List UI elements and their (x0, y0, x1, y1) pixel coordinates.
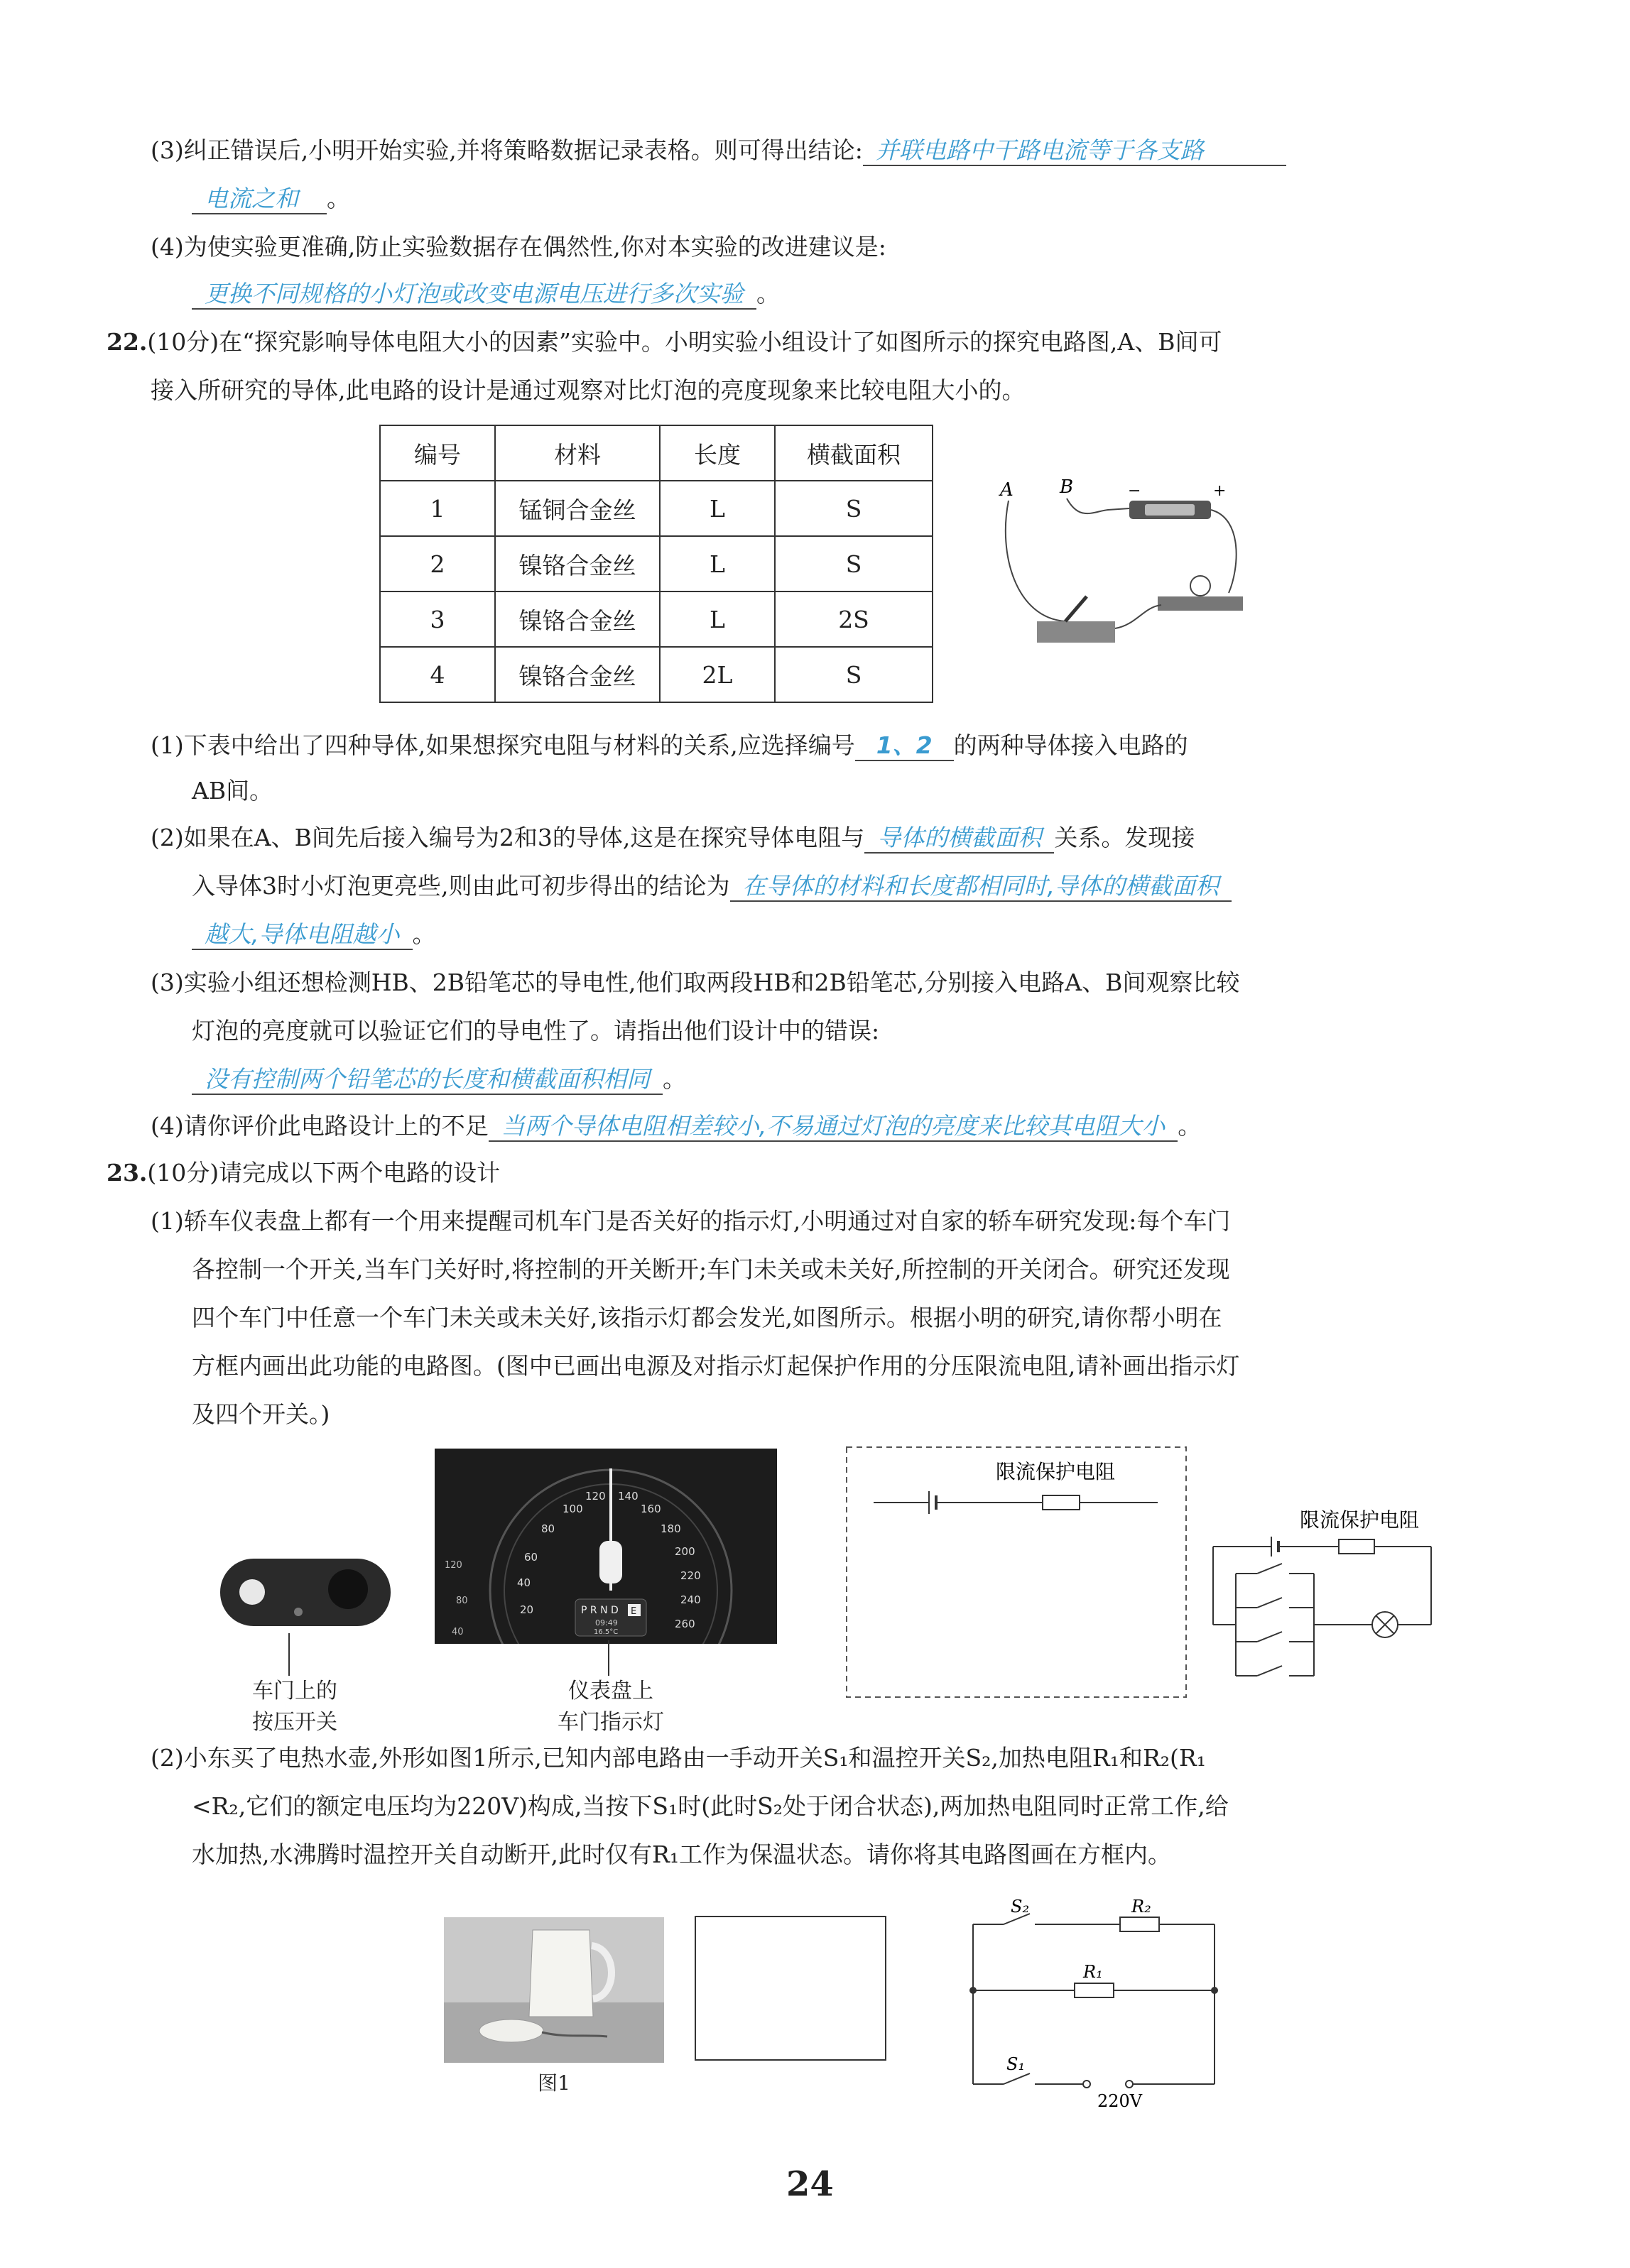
kettle-answer-circuit (955, 1899, 1232, 2112)
q21-part3-answer-a: 并联电路中干路电流等于各支路 (863, 136, 1286, 166)
speed-label: 60 (524, 1551, 538, 1564)
circuit-design-box (845, 1446, 1190, 1701)
q22-part1-line1: (1)下表中给出了四种导体,如果想探究电阻与材料的关系,应选择编号 1、2 的两种导体接入电路的 (151, 730, 1188, 761)
header-cell: 材料 (495, 425, 660, 481)
switch-caption: 车门上的 按压开关 (252, 1679, 337, 1735)
q21-part4-line2: 更换不同规格的小灯泡或改变电源电压进行多次实验 。 (192, 278, 780, 310)
q22-part3-line3: 没有控制两个铅笔芯的长度和横截面积相同 。 (192, 1064, 686, 1095)
left-gauge-label: 40 (452, 1627, 464, 1637)
speed-label: 40 (517, 1576, 531, 1589)
table-cell: 2 (380, 536, 495, 591)
speed-label: 180 (661, 1522, 681, 1535)
wire (1115, 605, 1161, 628)
q22-intro-line2: 接入所研究的导体,此电路的设计是通过观察对比灯泡的亮度现象来比较电阻大小的。 (151, 376, 1026, 404)
q22-part3-line2: 灯泡的亮度就可以验证它们的导电性了。请指出他们设计中的错误: (192, 1017, 880, 1045)
q21-part3-line1: (3)纠正错误后,小明开始实验,并将策略数据记录表格。则可得出结论: 并联电路中干路电流等于各支路 (151, 135, 1286, 166)
temperature-readout: 16.5°C (594, 1628, 619, 1636)
terminal-dot (1126, 2081, 1133, 2088)
kettle-body (529, 1930, 593, 2017)
switch-pointer-line (288, 1633, 290, 1676)
gear-indicator: P R N D (581, 1605, 619, 1616)
speed-label: 20 (520, 1603, 534, 1616)
wire (1067, 498, 1129, 513)
switch-blade (1257, 1598, 1282, 1608)
s1-label: S₁ (1006, 2054, 1026, 2074)
q23-part1-line1: (1)轿车仪表盘上都有一个用来提醒司机车门是否关好的指示灯,小明通过对自家的轿车研究发现:每个车门 (151, 1207, 1231, 1235)
car-door-indicator-icon (599, 1541, 622, 1583)
switch-knob (328, 1569, 368, 1609)
figure1-caption: 图1 (538, 2071, 570, 2095)
speed-label: 260 (675, 1618, 695, 1630)
switch-s1-blade (1004, 2073, 1030, 2084)
electric-kettle-photo (444, 1917, 664, 2063)
gear-mode-label: E (631, 1606, 637, 1617)
bulb-base (1158, 596, 1243, 611)
table-cell: 镍铬合金丝 (495, 536, 660, 591)
table-cell: 1 (380, 481, 495, 536)
kettle-circuit-answer-box (695, 1916, 886, 2061)
page-number: 24 (786, 2164, 834, 2204)
header-cell: 编号 (380, 425, 495, 481)
resistor-r2-icon (1120, 1917, 1159, 1931)
q21-part4-line1: (4)为使实验更准确,防止实验数据存在偶然性,你对本实验的改进建议是: (151, 233, 886, 261)
resistor-icon (1043, 1495, 1080, 1510)
q22-part4-answer: 当两个导体电阻相差较小,不易通过灯泡的亮度来比较其电阻大小 (489, 1112, 1178, 1142)
table-row (380, 536, 933, 591)
q23-intro: 23.(10分)请完成以下两个电路的设计 (107, 1159, 501, 1187)
table-cell: 镍铬合金丝 (495, 647, 660, 702)
speed-label: 80 (541, 1522, 555, 1535)
dashboard-pointer-line (607, 1640, 610, 1676)
table-cell: S (775, 647, 933, 702)
table-row (380, 647, 933, 702)
speed-label: 220 (680, 1569, 701, 1582)
speed-label: 200 (675, 1545, 695, 1558)
switch-base (1037, 621, 1115, 643)
table-cell: 3 (380, 591, 495, 647)
bulb-icon (1190, 576, 1210, 596)
door-push-switch-photo (217, 1548, 394, 1640)
battery-cell (1145, 504, 1195, 516)
table-header-row (380, 425, 933, 481)
conductor-table (379, 425, 933, 703)
q22-part2-line1: (2)如果在A、B间先后接入编号为2和3的导体,这是在探究导体电阻与 导体的横截面积 关系。发现接 (151, 822, 1195, 854)
left-gauge-label: 120 (445, 1560, 462, 1571)
q22-intro-line1: 22.(10分)在“探究影响导体电阻大小的因素”实验中。小明实验小组设计了如图所示的探究电路图,A、B间可 (107, 328, 1222, 356)
r2-label: R₂ (1131, 1899, 1151, 1917)
q22-part2-answer2b: 越大,导体电阻越小 (192, 920, 413, 950)
q22-part1-answer: 1、2 (855, 731, 954, 761)
door-indicator-answer-circuit (1207, 1503, 1442, 1694)
wire (1006, 501, 1065, 621)
q23-part1-line5: 及四个开关。) (192, 1400, 330, 1428)
table-cell: 锰铜合金丝 (495, 481, 660, 536)
table-cell: 2L (660, 647, 775, 702)
q23-part2-line3: 水加热,水沸腾时温控开关自动断开,此时仅有R₁工作为保温状态。请你将其电路图画在方框内。 (192, 1841, 1172, 1868)
s2-label: S₂ (1011, 1899, 1030, 1917)
q23-part2-line1: (2)小东买了电热水壶,外形如图1所示,已知内部电路由一手动开关S₁和温控开关S₂,加热电阻R₁和R₂(R₁ (151, 1744, 1206, 1772)
answer-resistor-label: 限流保护电阻 (1300, 1508, 1420, 1532)
speed-label: 160 (641, 1503, 661, 1515)
table-cell: L (660, 591, 775, 647)
resistor-icon (1339, 1539, 1374, 1554)
q22-part2-answer2a: 在导体的材料和长度都相同时,导体的横截面积 (730, 872, 1232, 902)
q23-part1-line2: 各控制一个开关,当车门关好时,将控制的开关断开;车门未关或未关好,所控制的开关闭合。研究还发现 (192, 1255, 1230, 1283)
dashboard-caption: 仪表盘上 车门指示灯 (558, 1679, 664, 1735)
table-row (380, 591, 933, 647)
resistance-experiment-figure (987, 469, 1264, 660)
switch-blade (1257, 1666, 1282, 1676)
q21-part3-answer-b: 电流之和 (192, 185, 327, 214)
r1-label: R₁ (1083, 1962, 1103, 1982)
terminal-dot (1083, 2081, 1090, 2088)
speed-label: 240 (680, 1593, 701, 1606)
table-cell: 4 (380, 647, 495, 702)
header-cell: 长度 (660, 425, 775, 481)
door-switches (1236, 1564, 1314, 1676)
left-gauge-label: 80 (456, 1596, 468, 1606)
q22-part2-line2: 入导体3时小灯泡更亮些,则由此可初步得出的结论为 在导体的材料和长度都相同时,导体的横截面积 (192, 871, 1232, 902)
q22-part1-line2: AB间。 (192, 777, 273, 805)
voltage-label: 220V (1097, 2091, 1143, 2111)
clock-readout: 09:49 (595, 1618, 618, 1628)
wire (1211, 510, 1237, 593)
q22-part2-answer1: 导体的横截面积 (864, 824, 1054, 854)
q21-part4-answer: 更换不同规格的小灯泡或改变电源电压进行多次实验 (192, 280, 756, 310)
switch-button (239, 1579, 265, 1605)
terminal-a-label: A (1000, 479, 1014, 501)
dashed-box (847, 1447, 1186, 1697)
speed-label: 100 (563, 1503, 583, 1515)
table-cell: L (660, 536, 775, 591)
terminal-b-label: B (1060, 476, 1074, 498)
table-cell: S (775, 536, 933, 591)
resistor-r1-icon (1075, 1983, 1114, 1997)
table-row (380, 481, 933, 536)
table-cell: 2S (775, 591, 933, 647)
resistor-label: 限流保护电阻 (996, 1460, 1116, 1483)
switch-blade (1257, 1632, 1282, 1642)
q23-part1-line3: 四个车门中任意一个车门未关或未关好,该指示灯都会发光,如图所示。根据小明的研究,请你帮小明在 (192, 1304, 1222, 1331)
q23-part2-line2: <R₂,它们的额定电压均为220V)构成,当按下S₁时(此时S₂处于闭合状态),两加热电阻同时正常工作,给 (192, 1792, 1229, 1820)
q22-part3-line1: (3)实验小组还想检测HB、2B铅笔芯的导电性,他们取两段HB和2B铅笔芯,分别接入电路A、B间观察比较 (151, 969, 1240, 996)
switch-blade (1257, 1564, 1282, 1574)
table-cell: S (775, 481, 933, 536)
q21-part3-line2: 电流之和 。 (192, 183, 350, 214)
q22-part4-line1: (4)请你评价此电路设计上的不足 当两个导体电阻相差较小,不易通过灯泡的亮度来比较其电阻大小 。 (151, 1111, 1201, 1142)
table-cell: 镍铬合金丝 (495, 591, 660, 647)
speed-label: 120 (585, 1490, 606, 1503)
battery-minus-label: − (1128, 482, 1141, 500)
switch-lever (1065, 596, 1087, 621)
header-cell: 横截面积 (775, 425, 933, 481)
battery-plus-label: + (1213, 482, 1227, 500)
q23-part1-line4: 方框内画出此功能的电路图。(图中已画出电源及对指示灯起保护作用的分压限流电阻,请补画出指示灯 (192, 1352, 1240, 1380)
screw-icon (294, 1608, 303, 1616)
q22-part2-line3: 越大,导体电阻越小 。 (192, 919, 436, 950)
speed-label: 140 (618, 1490, 639, 1503)
dashboard-photo (435, 1449, 777, 1644)
table-cell: L (660, 481, 775, 536)
kettle-base-icon (479, 2019, 543, 2042)
q22-part3-answer: 没有控制两个铅笔芯的长度和横截面积相同 (192, 1065, 663, 1095)
